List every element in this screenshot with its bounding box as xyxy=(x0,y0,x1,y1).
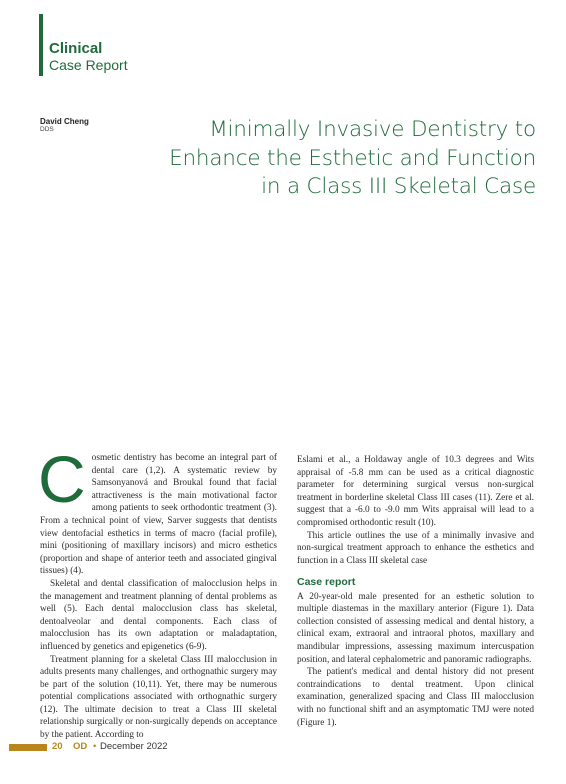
subsection-label: Case Report xyxy=(49,56,128,73)
author-credentials: DDS xyxy=(40,126,54,134)
body-paragraph: Treatment planning for a skeletal Class III malocclusion in adults presents many challenges, and orthognathic surgery may be part of the solution (10,11). Yet, there may be numerous potential complications associated with orthognathic surgery (12). The ultimate decision to treat a Class III skeletal relationship surgically or non-surgically depends on acceptance by the patient. According to xyxy=(40,654,277,741)
body-paragraph: Eslami et al., a Holdaway angle of 10.3 degrees and Wits appraisal of -5.8 mm can be used as a critical diagnostic parameter for determining surgical versus non-surgical treatment in borderline skeletal Class III cases (11). Zere et al. suggest that a -6.0 to -9.0 mm Wits appraisal will lead to a compromised orthodontic result (10). xyxy=(297,455,534,528)
page-number: 20 xyxy=(52,741,63,752)
section-header xyxy=(49,41,128,73)
title-line: in a Class III Skeletal Case xyxy=(261,174,536,200)
footer-separator: • xyxy=(93,741,97,752)
section-label: Clinical xyxy=(49,40,103,57)
case-report-heading: Case report xyxy=(297,576,356,589)
title-line: Minimally Invasive Dentistry to xyxy=(209,117,536,142)
footer-accent-bar xyxy=(9,744,47,751)
article-title xyxy=(116,116,536,202)
author-block xyxy=(40,117,89,134)
body-column-right xyxy=(297,454,534,729)
section-accent-bar xyxy=(39,14,43,76)
title-line: Enhance the Esthetic and Function xyxy=(169,145,536,171)
author-name: David Cheng xyxy=(40,117,89,126)
body-column-left xyxy=(38,442,277,742)
issue-date: December 2022 xyxy=(100,741,168,752)
magazine-name: OD xyxy=(73,741,88,752)
body-paragraph: A 20-year-old male presented for an esthetic solution to multiple diastemas in the maxillary anterior (Figure 1). Data collection consisted of assessing medical and dental history, a clinical exam, extraoral and intraoral photos, maxillary and mandibular impressions, assessing maximum intercuspation position, and lateral cephalometric and panoramic radiographs. xyxy=(297,591,534,665)
body-paragraph-text: osmetic dentistry has become an integral part of dental care (1,2). A systematic review by Samsonyanová and Broukal found that facial attractiveness is the main motivational factor among patients to seek orthodontic treatment (3). From a technical point of view, Sarver suggests that dentists view dentofacial esthetics in terms of macro (facial profile), mini (positioning of maxillary incisors) and micro esthetics (proportion and shape of anterior teeth and associated gingival tissues) (4). xyxy=(40,453,277,577)
drop-cap: C xyxy=(38,442,86,516)
body-paragraph: Skeletal and dental classification of malocclusion helps in the management and treatment planning of dental problems as well (5). Each dental malocclusion class has skeletal, dentoalveolar and dental components. Each class of malocclusion has its own adaptation or maladaptation, influenced by genetics and epigenetics (6-9). xyxy=(40,578,277,652)
body-paragraph: This article outlines the use of a minimally invasive and non-surgical treatment approach to enhance the esthetics and function in a Class III skeletal case xyxy=(297,530,534,566)
body-paragraph xyxy=(38,442,277,578)
body-paragraph: The patient's medical and dental history did not present contraindications to dental treatment. Upon clinical examination, generalized spacing and Class III malocclusion with no functional shift and an asymptomatic TMJ were noted (Figure 1). xyxy=(297,667,534,728)
page-footer xyxy=(0,740,566,754)
